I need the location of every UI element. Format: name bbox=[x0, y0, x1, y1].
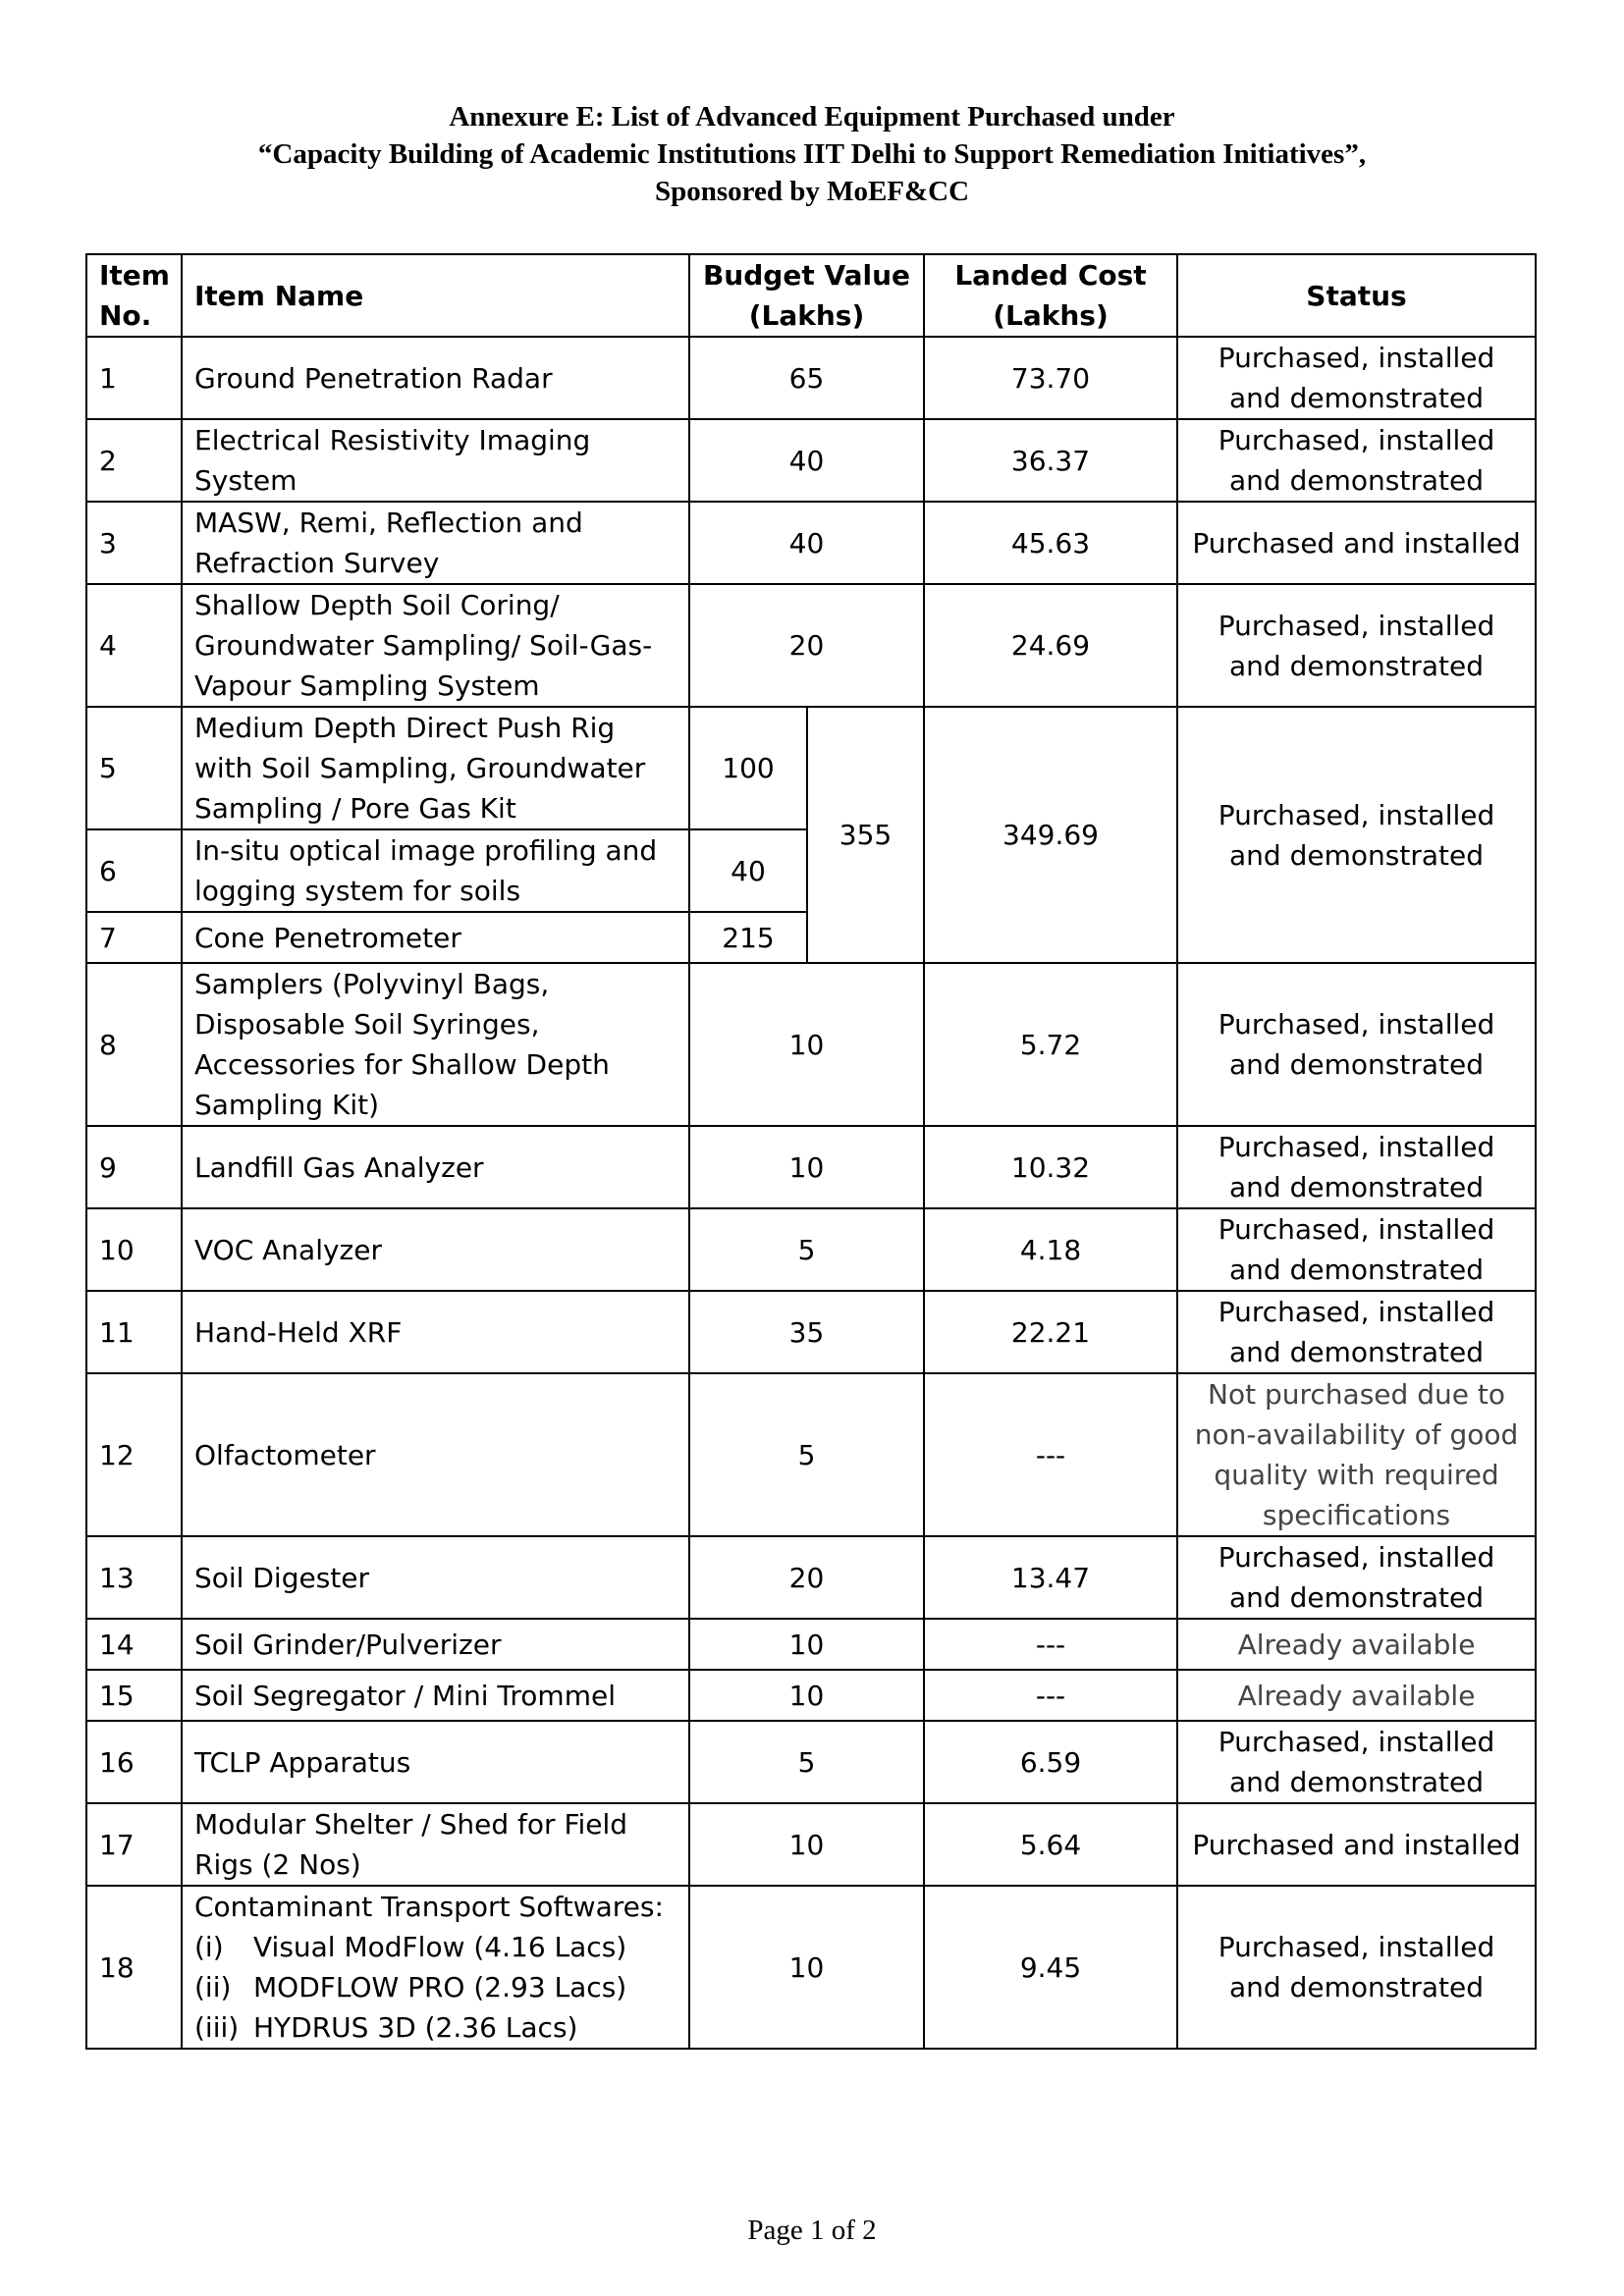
item-no: 9 bbox=[86, 1126, 182, 1208]
item-no: 16 bbox=[86, 1721, 182, 1803]
list-item bbox=[194, 1967, 677, 2007]
table-row bbox=[86, 584, 1536, 707]
item-name-software bbox=[182, 1886, 689, 2049]
status: Not purchased due to non-availability of good quality with required specifications bbox=[1177, 1373, 1536, 1536]
item-name: MASW, Remi, Reflection and Refraction Survey bbox=[182, 502, 689, 584]
landed-cost: 73.70 bbox=[924, 337, 1177, 419]
landed-cost: 13.47 bbox=[924, 1536, 1177, 1619]
item-no: 5 bbox=[86, 707, 182, 829]
landed-cost: 22.21 bbox=[924, 1291, 1177, 1373]
table-row bbox=[86, 1619, 1536, 1670]
item-name: Ground Penetration Radar bbox=[182, 337, 689, 419]
status: Already available bbox=[1177, 1670, 1536, 1721]
budget-value: 20 bbox=[689, 1536, 924, 1619]
table-row bbox=[86, 1721, 1536, 1803]
landed-cost: 36.37 bbox=[924, 419, 1177, 502]
budget-value: 40 bbox=[689, 829, 807, 912]
budget-value: 100 bbox=[689, 707, 807, 829]
item-no: 2 bbox=[86, 419, 182, 502]
item-no: 10 bbox=[86, 1208, 182, 1291]
budget-value: 10 bbox=[689, 1886, 924, 2049]
item-no: 13 bbox=[86, 1536, 182, 1619]
budget-value: 5 bbox=[689, 1208, 924, 1291]
item-name: Hand-Held XRF bbox=[182, 1291, 689, 1373]
table-row bbox=[86, 1803, 1536, 1886]
item-name: Cone Penetrometer bbox=[182, 912, 689, 963]
status: Purchased and installed bbox=[1177, 502, 1536, 584]
table-row bbox=[86, 502, 1536, 584]
item-no: 14 bbox=[86, 1619, 182, 1670]
item-name: Modular Shelter / Shed for Field Rigs (2 Nos) bbox=[182, 1803, 689, 1886]
status: Purchased, installed and demonstrated bbox=[1177, 1536, 1536, 1619]
table-row bbox=[86, 1126, 1536, 1208]
landed-cost: 5.72 bbox=[924, 963, 1177, 1126]
software-name: MODFLOW PRO (2.93 Lacs) bbox=[253, 1971, 627, 2003]
software-list bbox=[194, 1927, 677, 2048]
item-no: 1 bbox=[86, 337, 182, 419]
document-title bbox=[0, 98, 1624, 210]
software-number: (i) bbox=[194, 1931, 224, 1963]
title-line-2: “Capacity Building of Academic Institutions IIT Delhi to Support Remediation Initiatives”, bbox=[257, 138, 1367, 170]
status: Purchased, installed and demonstrated bbox=[1177, 1721, 1536, 1803]
item-no: 15 bbox=[86, 1670, 182, 1721]
budget-value: 10 bbox=[689, 1126, 924, 1208]
budget-group-total: 355 bbox=[807, 707, 924, 963]
header-budget-value: Budget Value (Lakhs) bbox=[689, 254, 924, 337]
title-line-3: Sponsored by MoEF&CC bbox=[654, 176, 970, 207]
item-no: 17 bbox=[86, 1803, 182, 1886]
landed-cost: --- bbox=[924, 1619, 1177, 1670]
item-name: Soil Digester bbox=[182, 1536, 689, 1619]
status: Purchased, installed and demonstrated bbox=[1177, 419, 1536, 502]
item-name: Electrical Resistivity Imaging System bbox=[182, 419, 689, 502]
table-row bbox=[86, 707, 1536, 829]
item-name: Landfill Gas Analyzer bbox=[182, 1126, 689, 1208]
equipment-table bbox=[85, 253, 1537, 2050]
status: Purchased, installed and demonstrated bbox=[1177, 963, 1536, 1126]
item-name: In-situ optical image profiling and logging system for soils bbox=[182, 829, 689, 912]
budget-value: 10 bbox=[689, 963, 924, 1126]
item-no: 11 bbox=[86, 1291, 182, 1373]
table-row bbox=[86, 1536, 1536, 1619]
item-name: Olfactometer bbox=[182, 1373, 689, 1536]
landed-cost: --- bbox=[924, 1670, 1177, 1721]
status: Purchased and installed bbox=[1177, 1803, 1536, 1886]
item-no: 3 bbox=[86, 502, 182, 584]
header-landed-cost: Landed Cost (Lakhs) bbox=[924, 254, 1177, 337]
landed-cost: 4.18 bbox=[924, 1208, 1177, 1291]
table-row bbox=[86, 963, 1536, 1126]
table-row bbox=[86, 1373, 1536, 1536]
budget-value: 215 bbox=[689, 912, 807, 963]
landed-cost: 349.69 bbox=[924, 707, 1177, 963]
software-heading: Contaminant Transport Softwares: bbox=[194, 1891, 664, 1923]
budget-value: 5 bbox=[689, 1373, 924, 1536]
item-no: 8 bbox=[86, 963, 182, 1126]
landed-cost: --- bbox=[924, 1373, 1177, 1536]
item-name: TCLP Apparatus bbox=[182, 1721, 689, 1803]
budget-value: 20 bbox=[689, 584, 924, 707]
item-no: 12 bbox=[86, 1373, 182, 1536]
table-row bbox=[86, 1291, 1536, 1373]
budget-value: 35 bbox=[689, 1291, 924, 1373]
list-item bbox=[194, 2007, 677, 2048]
budget-value: 5 bbox=[689, 1721, 924, 1803]
status: Purchased, installed and demonstrated bbox=[1177, 337, 1536, 419]
table-row bbox=[86, 1670, 1536, 1721]
item-no: 6 bbox=[86, 829, 182, 912]
software-number: (iii) bbox=[194, 2011, 240, 2044]
landed-cost: 6.59 bbox=[924, 1721, 1177, 1803]
status: Purchased, installed and demonstrated bbox=[1177, 1291, 1536, 1373]
item-name: Soil Grinder/Pulverizer bbox=[182, 1619, 689, 1670]
item-name: Soil Segregator / Mini Trommel bbox=[182, 1670, 689, 1721]
status: Purchased, installed and demonstrated bbox=[1177, 1208, 1536, 1291]
table-row bbox=[86, 337, 1536, 419]
budget-value: 40 bbox=[689, 502, 924, 584]
item-name: Shallow Depth Soil Coring/ Groundwater Sampling/ Soil-Gas-Vapour Sampling System bbox=[182, 584, 689, 707]
item-no: 7 bbox=[86, 912, 182, 963]
budget-value: 40 bbox=[689, 419, 924, 502]
budget-value: 10 bbox=[689, 1670, 924, 1721]
status: Purchased, installed and demonstrated bbox=[1177, 1886, 1536, 2049]
item-name: Samplers (Polyvinyl Bags, Disposable Soil Syringes, Accessories for Shallow Depth Sampling Kit) bbox=[182, 963, 689, 1126]
header-status: Status bbox=[1177, 254, 1536, 337]
table-row bbox=[86, 1886, 1536, 2049]
status: Purchased, installed and demonstrated bbox=[1177, 1126, 1536, 1208]
status: Purchased, installed and demonstrated bbox=[1177, 707, 1536, 963]
table-row bbox=[86, 419, 1536, 502]
item-no: 4 bbox=[86, 584, 182, 707]
item-name: Medium Depth Direct Push Rig with Soil Sampling, Groundwater Sampling / Pore Gas Kit bbox=[182, 707, 689, 829]
landed-cost: 45.63 bbox=[924, 502, 1177, 584]
header-item-no: Item No. bbox=[86, 254, 182, 337]
software-number: (ii) bbox=[194, 1971, 232, 2003]
budget-value: 10 bbox=[689, 1803, 924, 1886]
budget-value: 10 bbox=[689, 1619, 924, 1670]
page-number: Page 1 of 2 bbox=[747, 2215, 877, 2246]
status: Already available bbox=[1177, 1619, 1536, 1670]
table-header-row bbox=[86, 254, 1536, 337]
title-line-1: Annexure E: List of Advanced Equipment Purchased under bbox=[449, 101, 1175, 133]
software-name: Visual ModFlow (4.16 Lacs) bbox=[253, 1931, 627, 1963]
landed-cost: 10.32 bbox=[924, 1126, 1177, 1208]
item-no: 18 bbox=[86, 1886, 182, 2049]
table-row bbox=[86, 1208, 1536, 1291]
header-item-name: Item Name bbox=[182, 254, 689, 337]
landed-cost: 5.64 bbox=[924, 1803, 1177, 1886]
budget-value: 65 bbox=[689, 337, 924, 419]
list-item bbox=[194, 1927, 677, 1967]
status: Purchased, installed and demonstrated bbox=[1177, 584, 1536, 707]
landed-cost: 24.69 bbox=[924, 584, 1177, 707]
landed-cost: 9.45 bbox=[924, 1886, 1177, 2049]
item-name: VOC Analyzer bbox=[182, 1208, 689, 1291]
software-name: HYDRUS 3D (2.36 Lacs) bbox=[253, 2011, 578, 2044]
